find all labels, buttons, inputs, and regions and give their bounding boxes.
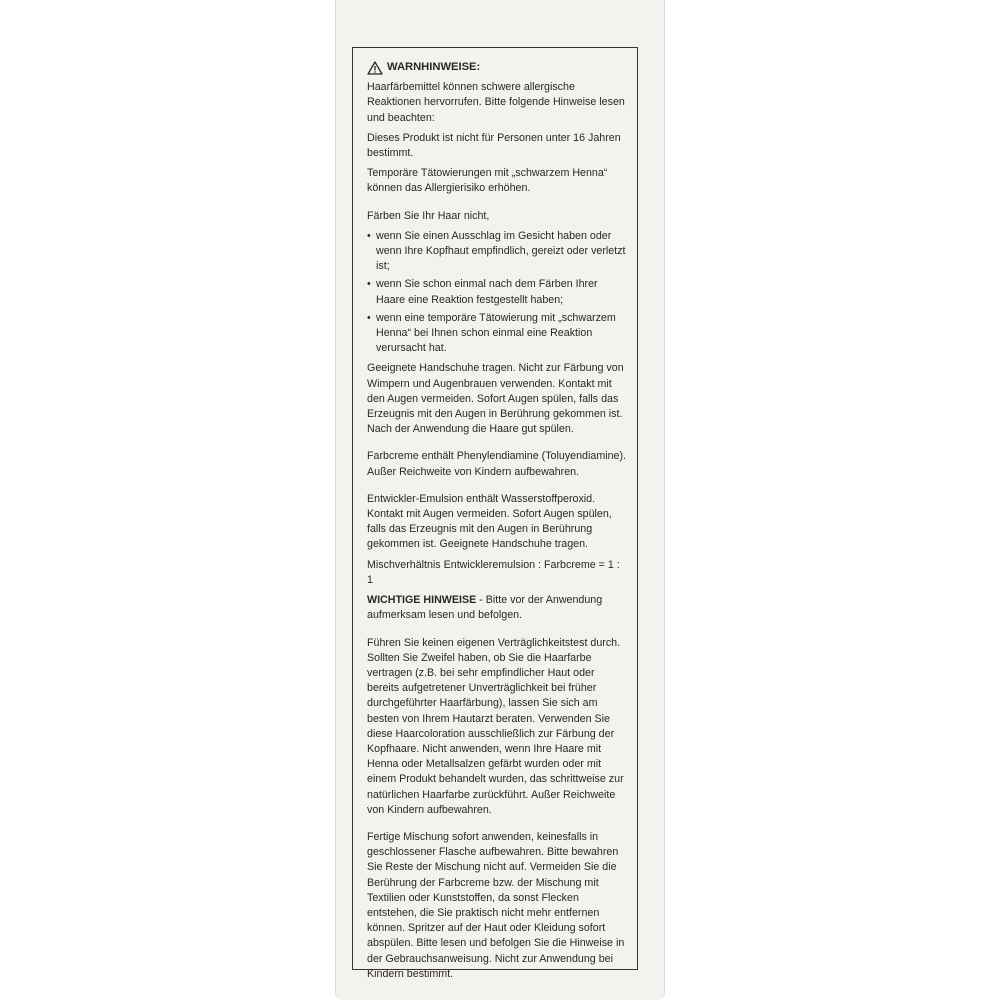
- tolerance-notice: Führen Sie keinen eigenen Verträglichkeitstest durch. Sollten Sie Zweifel haben, ob Sie die Haarfarbe vertragen (z.B. bei sehr empfindlicher Haut oder bereits aufgetretener Unverträglichkeit bei früher durchgeführter Haarfärbung), lassen Sie sich am besten von Ihrem Hautarzt beraten. Verwenden Sie diese Haarcoloration ausschließlich zur Färbung der Kopfhaare. Nicht anwenden, wenn Ihre Haare mit Henna oder Metallsalzen gefärbt wurden oder mit einem Produkt behandelt wurden, das schrittweise zur natürlichen Haarfarbe zurückführt. Außer Reichweite von Kindern aufbewahren.: [367, 636, 624, 816]
- list-item: • wenn Sie einen Ausschlag im Gesicht haben oder wenn Ihre Kopfhaut empfindlich, gereizt oder verletzt ist;: [367, 229, 627, 275]
- do-not-color-list: [367, 229, 627, 357]
- warning-triangle-icon: [367, 61, 383, 75]
- warning-title: WARNHINWEISE:: [387, 61, 481, 73]
- warning-frame: [352, 47, 638, 980]
- developer-notice: Entwickler-Emulsion enthält Wasserstoffperoxid. Kontakt mit Augen vermeiden. Sofort Augen spülen, falls das Erzeugnis mit den Augen in Berührung gekommen ist. Geeignete Handschuhe tragen.: [367, 492, 612, 551]
- gloves-notice: Geeignete Handschuhe tragen. Nicht zur Färbung von Wimpern und Augenbrauen verwenden. Kontakt mit den Augen vermeiden. Sofort Augen spülen, falls das Erzeugnis mit den Augen in Berührung gekommen ist. Nach der Anwendung die Haare gut spülen.: [367, 362, 624, 436]
- color-cream-notice: Farbcreme enthält Phenylendiamine (Toluyendiamine). Außer Reichweite von Kindern aufbewahren.: [367, 450, 627, 478]
- mixture-notice: Fertige Mischung sofort anwenden, keinesfalls in geschlossener Flasche aufbewahren. Bitte bewahren Sie Reste der Mischung nicht auf. Vermeiden Sie die Berührung der Farbcreme bzw. der Mischung mit Textilien oder Kunststoffen, da sonst Flecken entstehen, die Sie praktisch nicht mehr entfernen können. Spritzer auf der Haut oder Kleidung sofort abspülen. Bitte lesen und befolgen Sie die Hinweise in der Gebrauchsanweisung. Nicht zur Anwendung bei Kindern bestimmt.: [367, 830, 625, 980]
- list-item: • wenn Sie schon einmal nach dem Färben Ihrer Haare eine Reaktion festgestellt haben;: [367, 277, 627, 307]
- henna-notice: Temporäre Tätowierungen mit „schwarzem Henna“ können das Allergierisiko erhöhen.: [367, 167, 608, 195]
- warning-heading: [367, 60, 627, 75]
- important-intro: [367, 593, 627, 623]
- warning-intro: Haarfärbemittel können schwere allergische Reaktionen hervorrufen. Bitte folgende Hinweise lesen und beachten:: [367, 81, 625, 124]
- important-intro-text: - Bitte vor der Anwendung aufmerksam lesen und befolgen.: [367, 594, 603, 622]
- important-title: WICHTIGE HINWEISE: [367, 594, 477, 607]
- do-not-color-intro: Färben Sie Ihr Haar nicht,: [367, 209, 490, 222]
- list-item: • wenn eine temporäre Tätowierung mit „schwarzem Henna“ bei Ihnen schon einmal eine Reaktion verursacht hat.: [367, 311, 627, 357]
- mixing-ratio: Mischverhältnis Entwickleremulsion : Farbcreme = 1 : 1: [367, 558, 620, 586]
- age-restriction: Dieses Produkt ist nicht für Personen unter 16 Jahren bestimmt.: [367, 131, 621, 160]
